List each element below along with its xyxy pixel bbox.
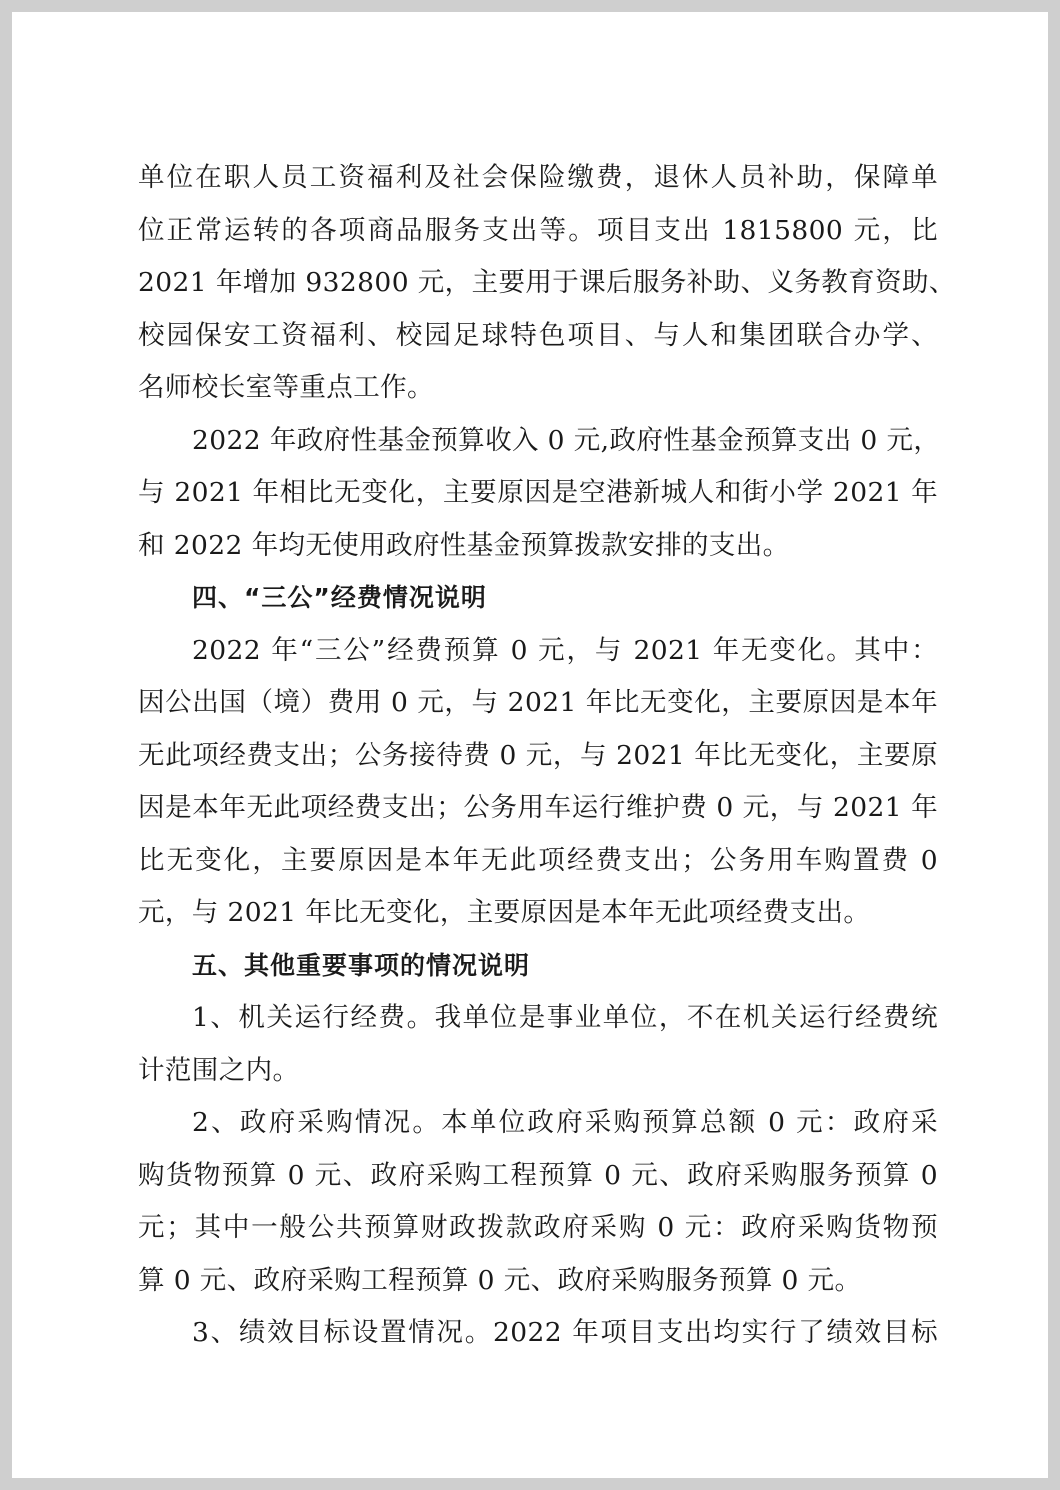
- body-line: 算 0 元、政府采购工程预算 0 元、政府采购服务预算 0 元。: [138, 1264, 862, 1296]
- body-line: 因是本年无此项经费支出；公务用车运行维护费 0 元，与 2021 年: [138, 792, 938, 823]
- body-line: 比无变化，主要原因是本年无此项经费支出；公务用车购置费 0: [138, 844, 938, 876]
- body-line: 位正常运转的各项商品服务支出等。项目支出 1815800 元，比: [138, 214, 938, 246]
- document-body: [138, 152, 956, 1360]
- body-line: 3、绩效目标设置情况。2022 年项目支出均实行了绩效目标: [192, 1317, 938, 1348]
- body-line: 名师校长室等重点工作。: [138, 372, 434, 403]
- body-line: 单位在职人员工资福利及社会保险缴费，退休人员补助，保障单: [138, 162, 938, 193]
- body-line: 购货物预算 0 元、政府采购工程预算 0 元、政府采购服务预算 0: [138, 1159, 938, 1191]
- body-line: 和 2022 年均无使用政府性基金预算拨款安排的支出。: [138, 529, 790, 561]
- body-line: 2、政府采购情况。本单位政府采购预算总额 0 元：政府采: [192, 1107, 938, 1138]
- body-line: 元；其中一般公共预算财政拨款政府采购 0 元：政府采购货物预: [138, 1212, 938, 1243]
- body-line: 2022 年“三公”经费预算 0 元，与 2021 年无变化。其中：: [192, 634, 938, 666]
- document-page: [12, 12, 1048, 1478]
- body-line: 无此项经费支出；公务接待费 0 元，与 2021 年比无变化，主要原: [138, 739, 938, 771]
- body-line: 与 2021 年相比无变化，主要原因是空港新城人和街小学 2021 年: [138, 477, 938, 508]
- section-heading-other-matters: 五、其他重要事项的情况说明: [192, 950, 531, 980]
- body-line: 2022 年政府性基金预算收入 0 元,政府性基金预算支出 0 元，: [192, 424, 941, 456]
- body-line: 校园保安工资福利、校园足球特色项目、与人和集团联合办学、: [138, 319, 938, 351]
- section-heading-sangong: 四、“三公”经费情况说明: [192, 583, 487, 612]
- body-line: 因公出国（境）费用 0 元，与 2021 年比无变化，主要原因是本年: [138, 687, 938, 718]
- body-line: 元，与 2021 年比无变化，主要原因是本年无此项经费支出。: [138, 897, 871, 928]
- body-line: 2021 年增加 932800 元，主要用于课后服务补助、义务教育资助、: [138, 267, 956, 298]
- body-line: 计范围之内。: [138, 1054, 300, 1086]
- body-line: 1、机关运行经费。我单位是事业单位，不在机关运行经费统: [192, 1002, 938, 1033]
